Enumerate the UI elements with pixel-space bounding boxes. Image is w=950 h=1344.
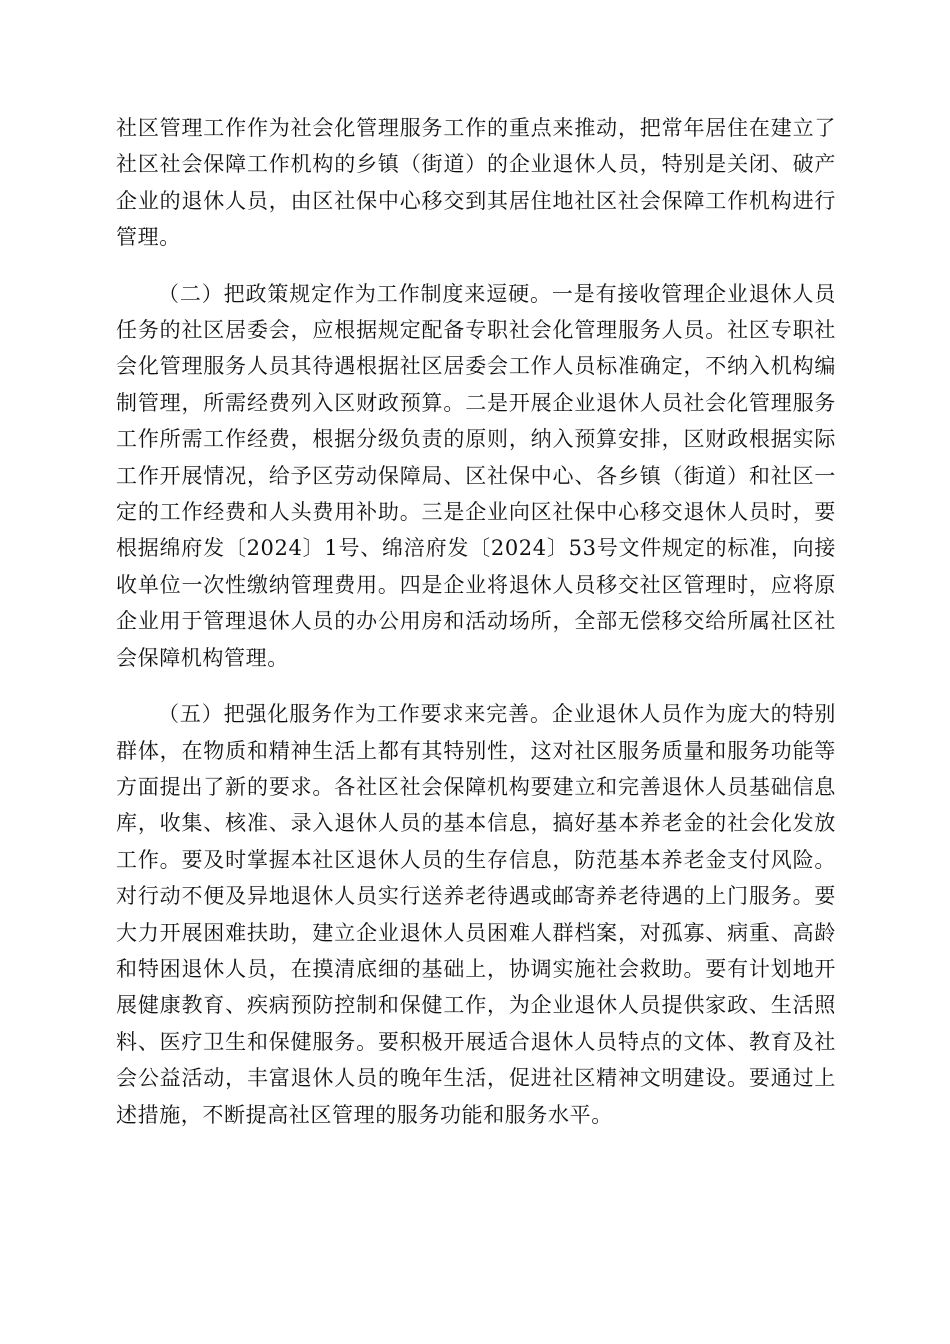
document-page <box>116 110 836 1133</box>
paragraph-service-section-5: （五）把强化服务作为工作要求来完善。企业退休人员作为庞大的特别群体，在物质和精神生活上都有其特别性，这对社区服务质量和服务功能等方面提出了新的要求。各社区社会保障机构要建立和完善退休人员基础信息库，收集、核准、录入退休人员的基本信息，搞好基本养老金的社会化发放工作。要及时掌握本社区退休人员的生存信息，防范基本养老金支付风险。对行动不便及异地退休人员实行送养老待遇或邮寄养老待遇的上门服务。要大力开展困难扶助，建立企业退休人员困难人群档案，对孤寡、病重、高龄和特困退休人员，在摸清底细的基础上，协调实施社会救助。要有计划地开展健康教育、疾病预防控制和保健工作，为企业退休人员提供家政、生活照料、医疗卫生和保健服务。要积极开展适合退休人员特点的文体、教育及社会公益活动，丰富退休人员的晚年生活，促进社区精神文明建设。要通过上述措施，不断提高社区管理的服务功能和服务水平。 <box>116 702 836 1127</box>
paragraph-continuation: 社区管理工作作为社会化管理服务工作的重点来推动，把常年居住在建立了社区社会保障工作机构的乡镇（街道）的企业退休人员，特别是关闭、破产企业的退休人员，由区社保中心移交到其居住地社区社会保障工作机构进行管理。 <box>116 116 836 250</box>
paragraph-policy-section-2: （二）把政策规定作为工作制度来逗硬。一是有接收管理企业退休人员任务的社区居委会，应根据规定配备专职社会化管理服务人员。社区专职社会化管理服务人员其待遇根据社区居委会工作人员标准确定，不纳入机构编制管理，所需经费列入区财政预算。二是开展企业退休人员社会化管理服务工作所需工作经费，根据分级负责的原则，纳入预算安排，区财政根据实际工作开展情况，给予区劳动保障局、区社保中心、各乡镇（街道）和社区一定的工作经费和人头费用补助。三是企业向区社保中心移交退休人员时，要根据绵府发〔2024〕1号、绵涪府发〔2024〕53号文件规定的标准，向接收单位一次性缴纳管理费用。四是企业将退休人员移交社区管理时，应将原企业用于管理退休人员的办公用房和活动场所，全部无偿移交给所属社区社会保障机构管理。 <box>116 281 836 670</box>
